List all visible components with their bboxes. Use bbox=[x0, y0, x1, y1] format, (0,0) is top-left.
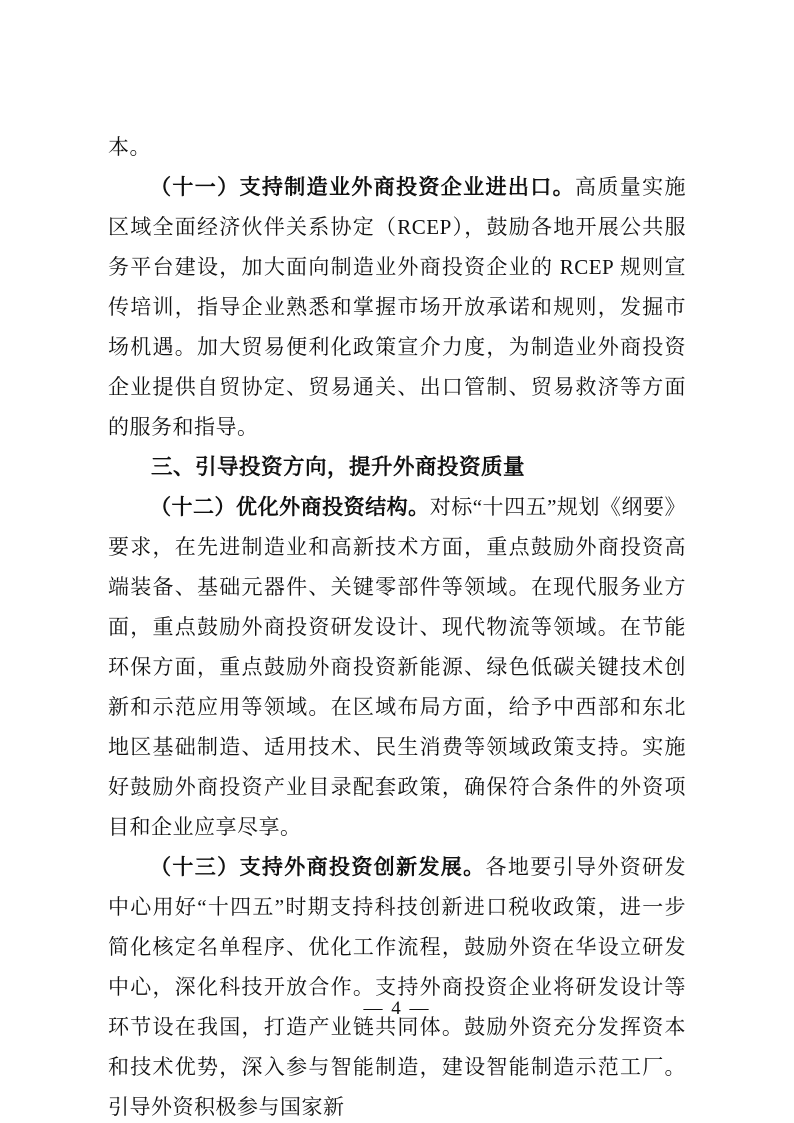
paragraph-13 bbox=[108, 847, 686, 1123]
paragraph-11 bbox=[108, 167, 686, 447]
paragraph-continuation bbox=[108, 127, 686, 167]
document-text-block bbox=[108, 127, 686, 1123]
section-heading-3: 三、引导投资方向，提升外商投资质量 bbox=[151, 455, 526, 479]
paragraph-13-body: 各地要引导外资研发中心用好“十四五”时期支持科技创新进口税收政策，进一步简化核定名单程序、优化工作流程，鼓励外资在华设立研发中心，深化科技开放合作。支持外商投资企业将研发设计等环节设在我国，打造产业链共同体。鼓励外资充分发挥资本和技术优势，深入参与智能制造，建设智能制造示范工厂。引导外资积极参与国家新 bbox=[108, 855, 687, 1119]
paragraph-12-lead: （十二）优化外商投资结构。 bbox=[150, 495, 430, 519]
paragraph-11-lead: （十一）支持制造业外商投资企业进出口。 bbox=[150, 175, 576, 199]
paragraph-12-body: 对标“十四五”规划《纲要》要求，在先进制造业和高新技术方面，重点鼓励外商投资高端装备、基础元器件、关键零部件等领域。在现代服务业方面，重点鼓励外商投资研发设计、现代物流等领域。在节能环保方面，重点鼓励外商投资新能源、绿色低碳关键技术创新和示范应用等领域。在区域布局方面，给予中西部和东北地区基础制造、适用技术、民生消费等领域政策支持。实施好鼓励外商投资产业目录配套政策，确保符合条件的外资项目和企业应享尽享。 bbox=[108, 495, 687, 839]
paragraph-11-body: 高质量实施区域全面经济伙伴关系协定（RCEP），鼓励各地开展公共服务平台建设，加大面向制造业外商投资企业的 RCEP 规则宣传培训，指导企业熟悉和掌握市场开放承诺和规则，发掘市场机遇。加大贸易便利化政策宣介力度，为制造业外商投资企业提供自贸协定、贸易通关、出口管制、贸易救济等方面的服务和指导。 bbox=[108, 175, 687, 439]
paragraph-12 bbox=[108, 487, 686, 847]
paragraph-continuation-text: 本。 bbox=[108, 135, 151, 159]
page-number: — 4 — bbox=[363, 998, 431, 1019]
paragraph-13-lead: （十三）支持外商投资创新发展。 bbox=[150, 855, 486, 879]
